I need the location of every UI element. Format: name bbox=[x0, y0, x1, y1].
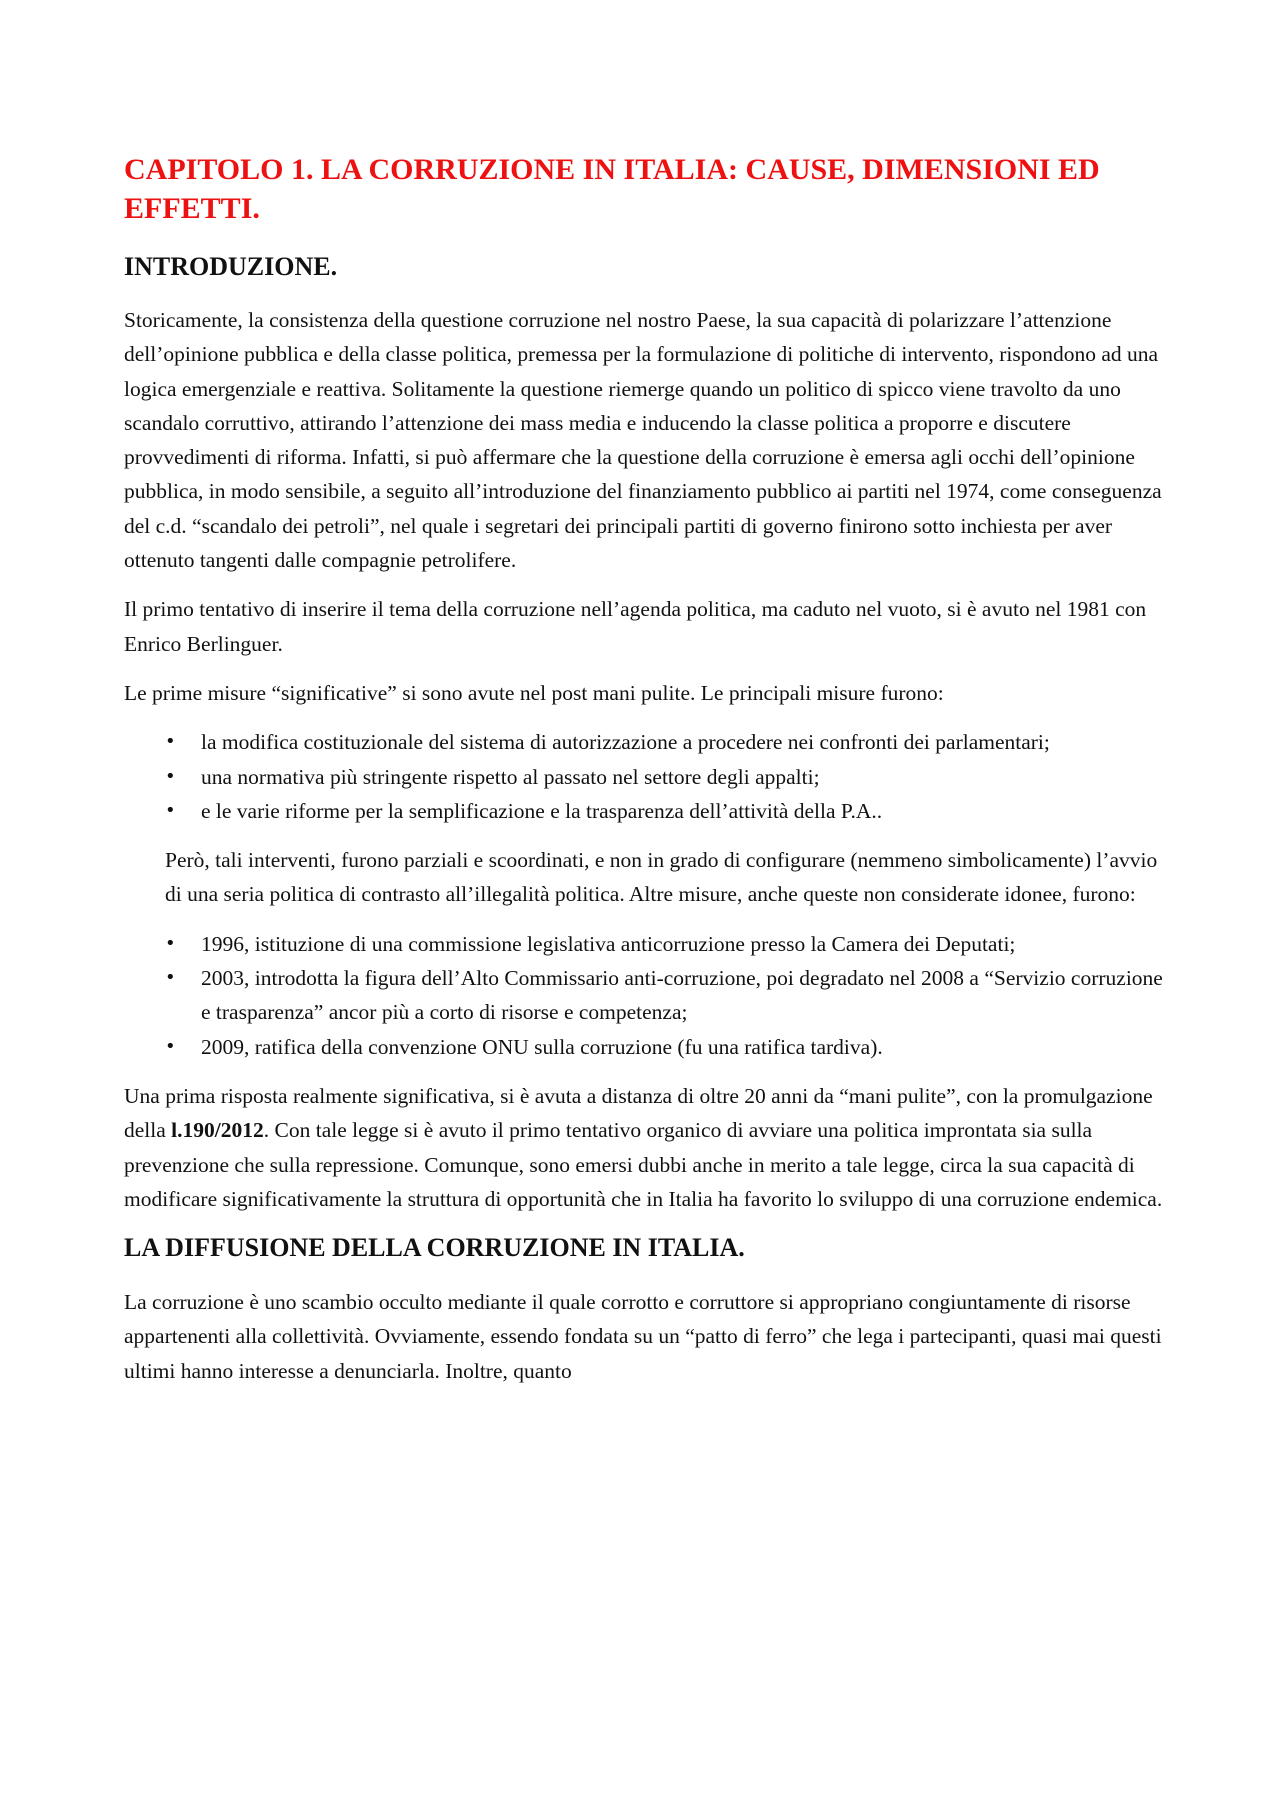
chapter-title: CAPITOLO 1. LA CORRUZIONE IN ITALIA: CAUSE, DIMENSIONI ED EFFETTI. bbox=[124, 153, 1100, 225]
intro-paragraph-4: Però, tali interventi, furono parziali e scoordinati, e non in grado di configurare (nemmeno simbolicamente) l’avvio di una seria politica di contrasto all’illegalità politica. Altre misure, anche queste non considerate idonee, furono: bbox=[165, 848, 1158, 907]
list-item: • 2009, ratifica della convenzione ONU sulla corruzione (fu una ratifica tardiva). bbox=[165, 1030, 1174, 1064]
list-item: • 2003, introdotta la figura dell’Alto Commissario anti-corruzione, poi degradato nel 2008 a “Servizio corruzione e trasparenza” ancor più a corto di risorse e competenza; bbox=[165, 961, 1174, 1030]
list-item: • 1996, istituzione di una commissione legislativa anticorruzione presso la Camera dei Deputati; bbox=[165, 927, 1174, 961]
intro-paragraph-3: Le prime misure “significative” si sono avute nel post mani pulite. Le principali misure furono: bbox=[124, 680, 944, 705]
list-item: • la modifica costituzionale del sistema di autorizzazione a procedere nei confronti dei parlamentari; bbox=[165, 725, 1174, 759]
section-heading-introduzione: INTRODUZIONE. bbox=[124, 252, 338, 281]
intro-paragraph-2: Il primo tentativo di inserire il tema della corruzione nell’agenda politica, ma caduto nel vuoto, si è avuto nel 1981 con Enrico Berlinguer. bbox=[124, 597, 1147, 656]
intro-paragraph-5 bbox=[124, 1079, 1174, 1216]
law-reference: l.190/2012 bbox=[171, 1118, 264, 1143]
paragraph-text: Una prima risposta realmente significativa, si è avuta a distanza di oltre 20 anni da “mani pulite”, con la promulgazione della bbox=[124, 1083, 1153, 1143]
section-heading-diffusione: LA DIFFUSIONE DELLA CORRUZIONE IN ITALIA. bbox=[124, 1233, 745, 1263]
paragraph-text: . Con tale legge si è avuto il primo tentativo organico di avviare una politica improntata sia sulla prevenzione che sulla repressione. Comunque, sono emersi dubbi anche in merito a tale legge, circa la sua capacità di modificare significativamente la struttura di opportunità che in Italia ha favorito lo sviluppo di una corruzione endemica. bbox=[124, 1118, 1163, 1211]
intro-paragraph-1: Storicamente, la consistenza della questione corruzione nel nostro Paese, la sua capacità di polarizzare l’attenzione dell’opinione pubblica e della classe politica, premessa per la formulazione di politiche di intervento, rispondono ad una logica emergenziale e reattiva. Solitamente la questione riemerge quando un politico di spicco viene travolto da uno scandalo corruttivo, attirando l’attenzione dei mass media e inducendo la classe politica a proporre e discutere provvedimenti di riforma. Infatti, si può affermare che la questione della corruzione è emersa agli occhi dell’opinione pubblica, in modo sensibile, a seguito all’introduzione del finanziamento pubblico ai partiti nel 1974, come conseguenza del c.d. “scandalo dei petroli”, nel quale i segretari dei principali partiti di governo finirono sotto inchiesta per aver ottenuto tangenti dalle compagnie petrolifere. bbox=[124, 308, 1162, 573]
list-item: • una normativa più stringente rispetto al passato nel settore degli appalti; bbox=[165, 760, 1174, 794]
measures-list bbox=[124, 725, 1174, 828]
other-measures-list bbox=[124, 927, 1174, 1064]
document-page bbox=[124, 150, 1174, 1403]
list-item: • e le varie riforme per la semplificazione e la trasparenza dell’attività della P.A.. bbox=[165, 794, 1174, 828]
diffusione-paragraph-1: La corruzione è uno scambio occulto mediante il quale corrotto e corruttore si appropriano congiuntamente di risorse appartenenti alla collettività. Ovviamente, essendo fondata su un “patto di ferro” che lega i partecipanti, quasi mai questi ultimi hanno interesse a denunciarla. Inoltre, quanto bbox=[124, 1290, 1162, 1383]
